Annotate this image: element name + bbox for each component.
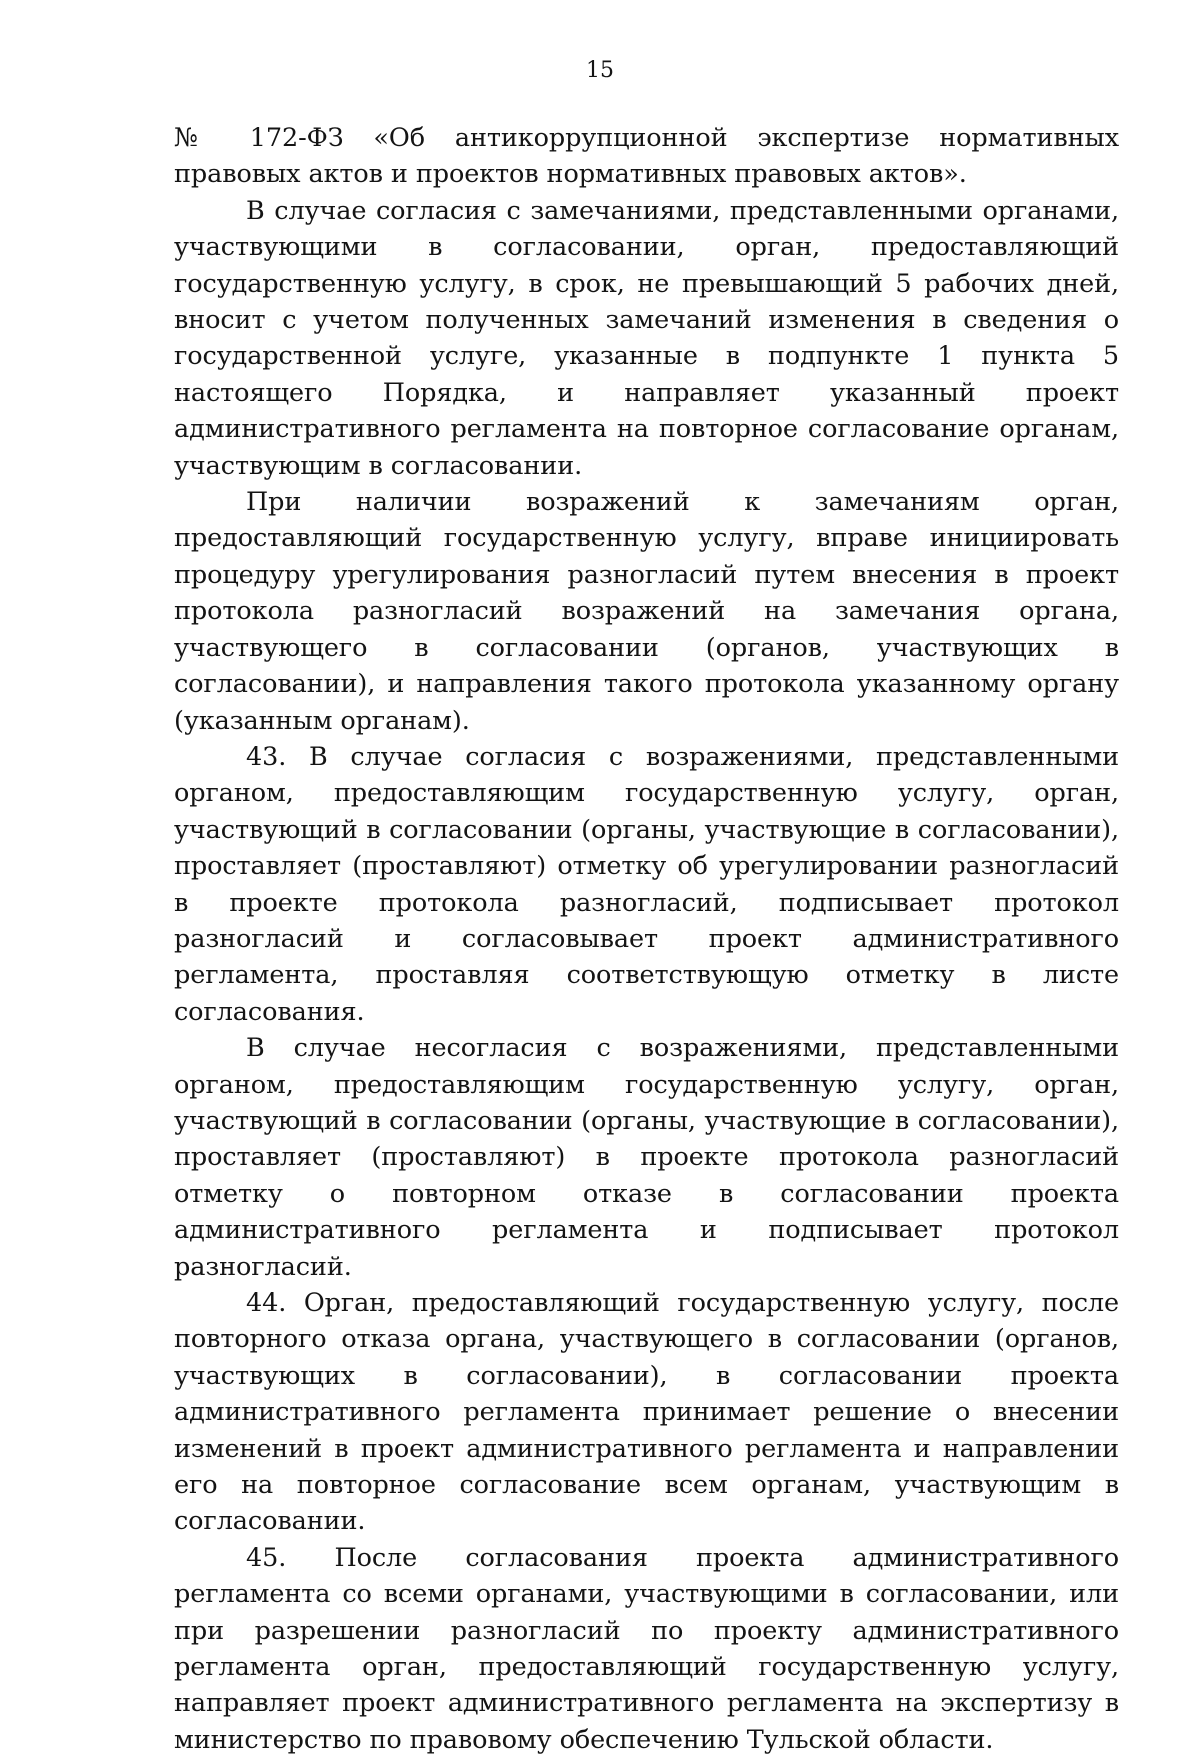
paragraph-clause-43: 43. В случае согласия с возражениями, представленными органом, предоставляющим государственную услугу, орган, участвующий в согласовании (органы, участвующие в согласовании), проставляет (проставляют) отметку об урегулировании разногласий в проекте протокола разногласий, подписывает протокол разногласий и согласовывает проект административного регламента, проставляя соответствующую отметку в листе согласования. <box>174 741 1119 1027</box>
paragraph-law-reference: № 172-ФЗ «Об антикоррупционной экспертизе нормативных правовых актов и проектов нормативных правовых актов». <box>174 123 1119 190</box>
document-body <box>174 120 1119 1758</box>
page-number: 15 <box>586 58 614 83</box>
paragraph-objections-to-remarks: При наличии возражений к замечаниям орган, предоставляющий государственную услугу, вправе инициировать процедуру урегулирования разногласий путем внесения в проект протокола разногласий возражений на замечания органа, участвующего в согласовании (органов, участвующих в согласовании), и направления такого протокола указанному органу (указанным органам). <box>174 487 1119 736</box>
paragraph-disagreement-with-objections: В случае несогласия с возражениями, представленными органом, предоставляющим государственную услугу, орган, участвующий в согласовании (органы, участвующие в согласовании), проставляет (проставляют) в проекте протокола разногласий отметку о повторном отказе в согласовании проекта административного регламента и подписывает протокол разногласий. <box>174 1033 1119 1282</box>
paragraph-clause-44: 44. Орган, предоставляющий государственную услугу, после повторного отказа органа, участвующего в согласовании (органов, участвующих в согласовании), в согласовании проекта административного регламента принимает решение о внесении изменений в проект административного регламента и направлении его на повторное согласование всем органам, участвующим в согласовании. <box>174 1288 1119 1537</box>
paragraph-clause-45: 45. После согласования проекта административного регламента со всеми органами, участвующими в согласовании, или при разрешении разногласий по проекту административного регламента орган, предоставляющий государственную услугу, направляет проект административного регламента на экспертизу в министерство по правовому обеспечению Тульской области. <box>174 1542 1119 1755</box>
paragraph-agreement-with-remarks: В случае согласия с замечаниями, представленными органами, участвующими в согласовании, орган, предоставляющий государственную услугу, в срок, не превышающий 5 рабочих дней, вносит с учетом полученных замечаний изменения в сведения о государственной услуге, указанные в подпункте 1 пункта 5 настоящего Порядка, и направляет указанный проект административного регламента на повторное согласование органам, участвующим в согласовании. <box>174 195 1119 481</box>
